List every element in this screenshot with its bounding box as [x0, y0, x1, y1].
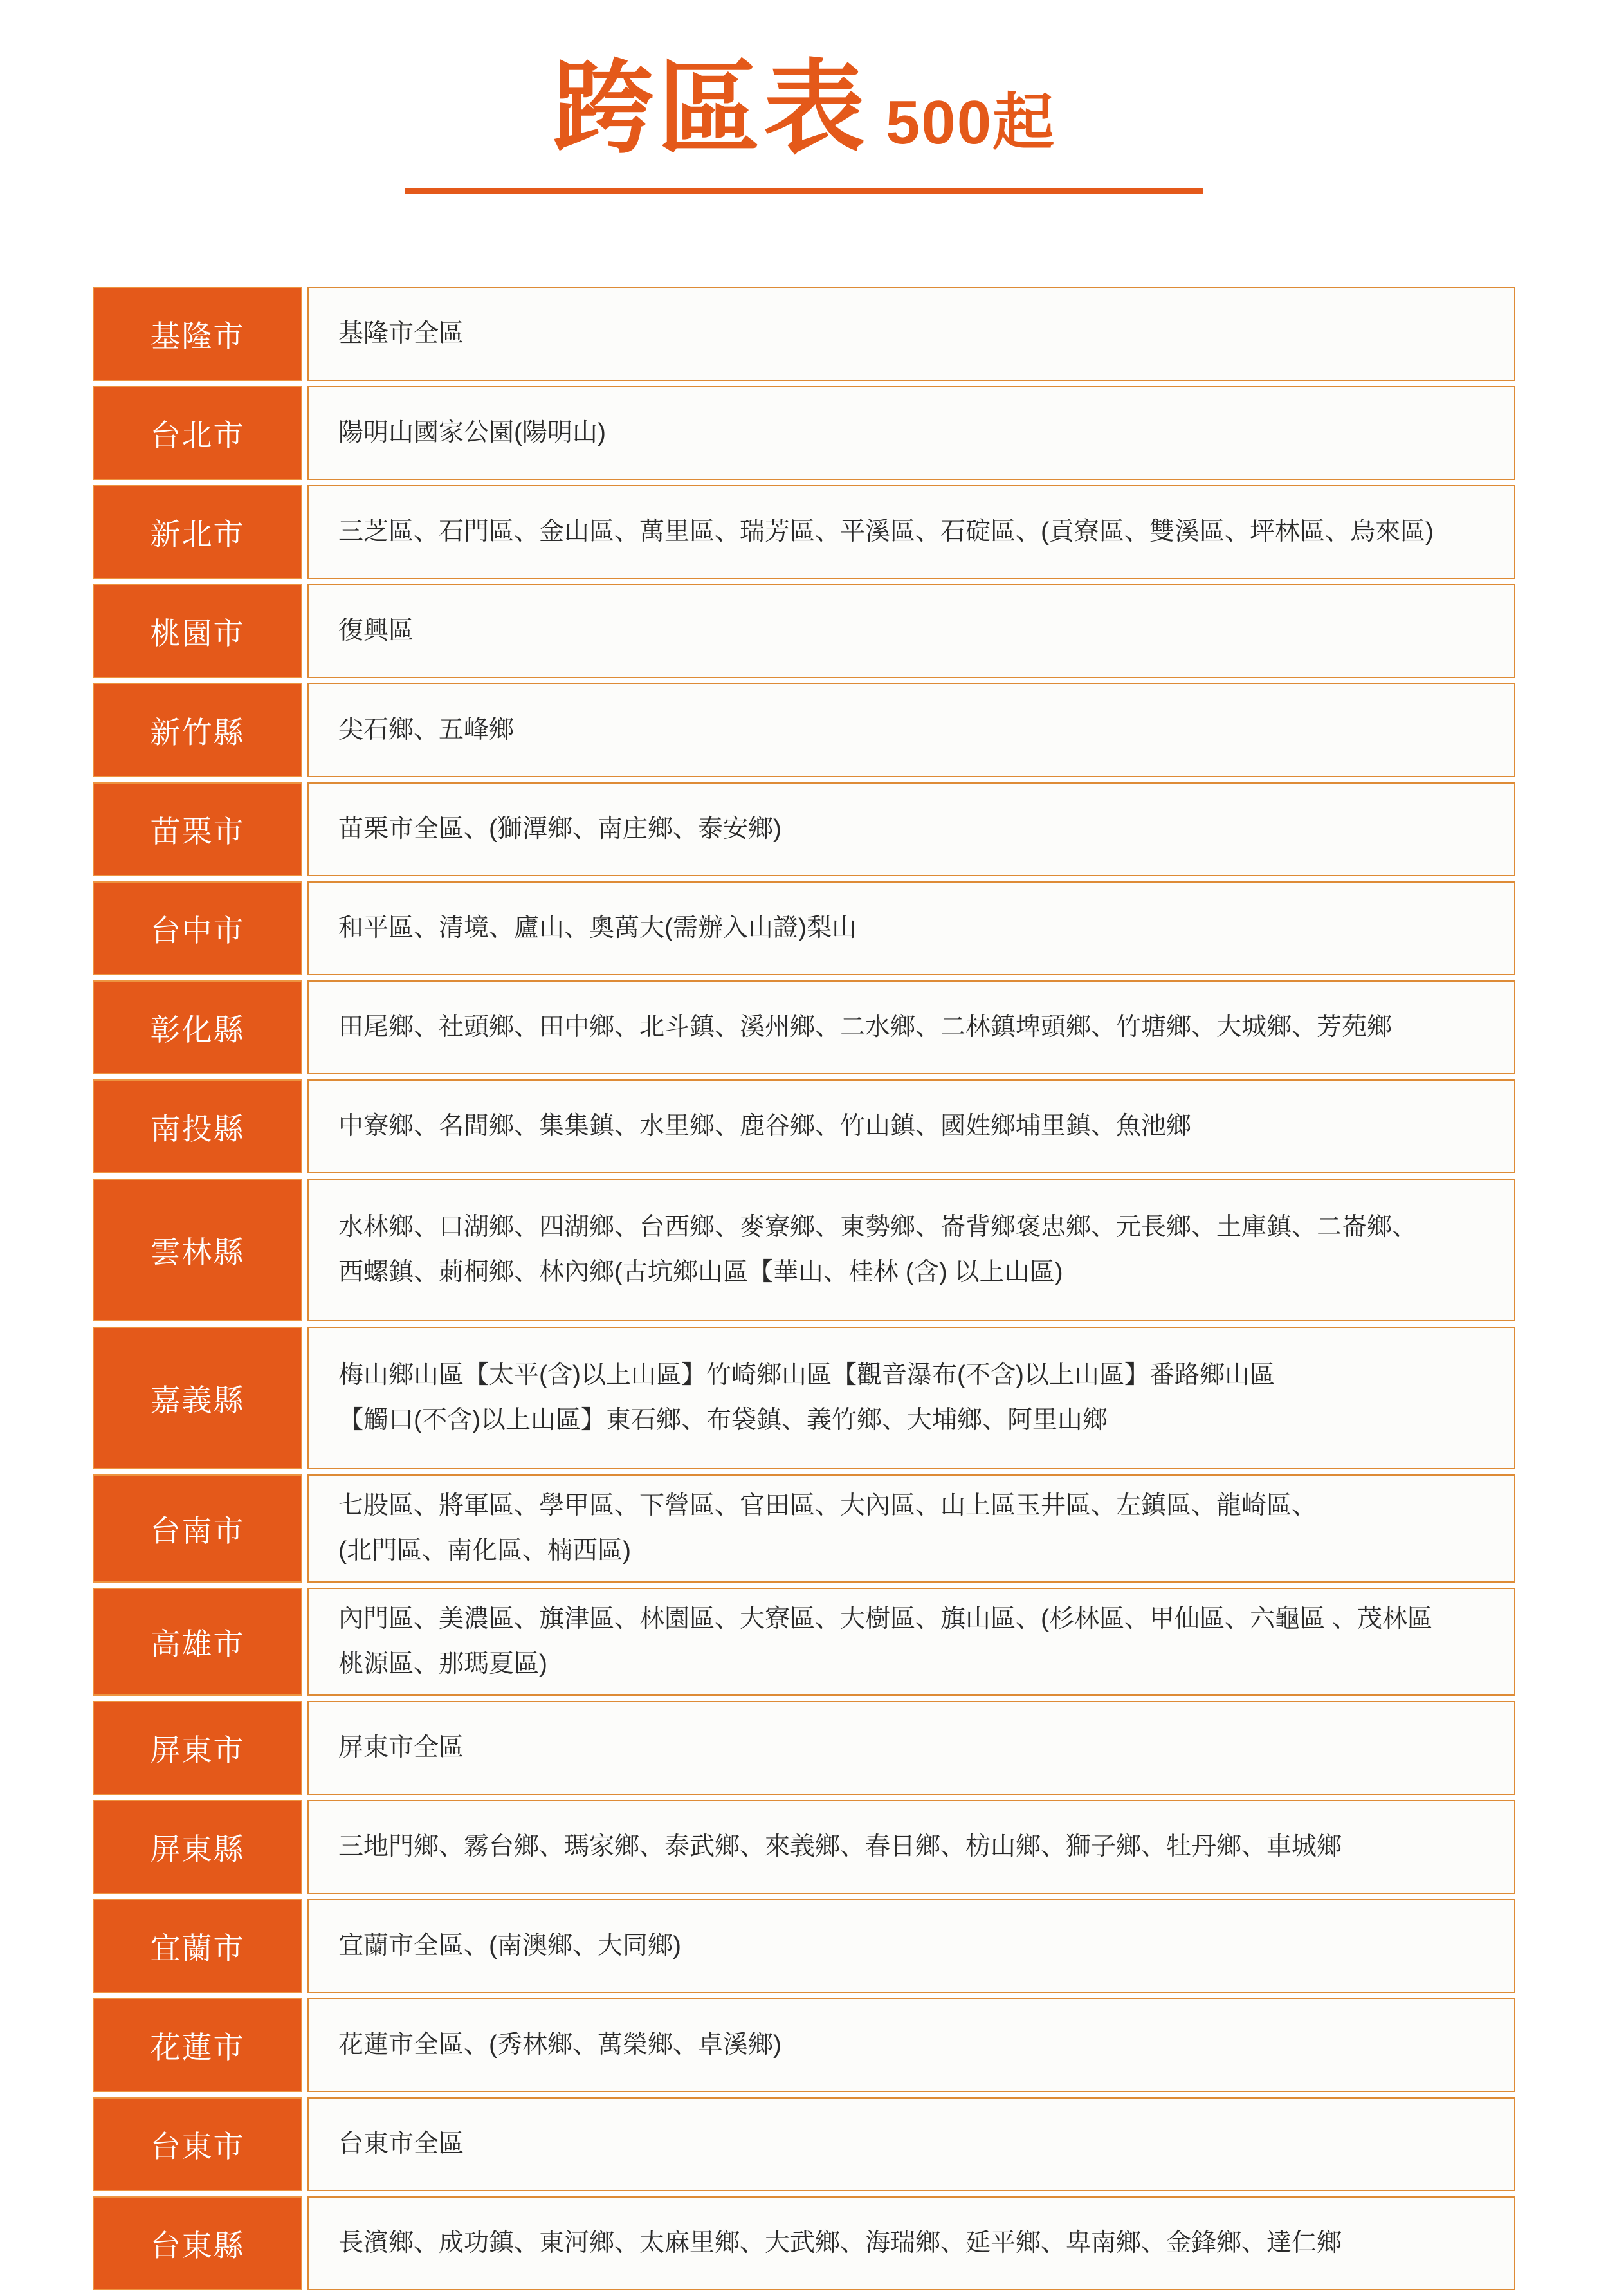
areas-cell [307, 782, 1515, 876]
areas-cell [307, 584, 1515, 678]
region-label: 屏東市 [93, 1701, 302, 1795]
areas-text: 梅山鄉山區【太平(含)以上山區】竹崎鄉山區【觀音瀑布(不含)以上山區】番路鄉山區 [338, 1361, 1275, 1389]
areas-text: 七股區、將軍區、學甲區、下營區、官田區、大內區、山上區玉井區、左鎮區、龍崎區、 [338, 1491, 1317, 1520]
table-row [93, 287, 1515, 381]
areas-cell [307, 485, 1515, 579]
areas-text: 內門區、美濃區、旗津區、林園區、大寮區、大樹區、旗山區、(杉林區、甲仙區、六龜區 、茂林區 [338, 1604, 1432, 1633]
areas-text: 宜蘭市全區、(南澳鄉、大同鄉) [338, 1931, 681, 1960]
region-label: 屏東縣 [93, 1800, 302, 1894]
areas-cell [307, 683, 1515, 777]
table-row [93, 1079, 1515, 1173]
region-table [93, 287, 1515, 2290]
table-row [93, 1474, 1515, 1583]
region-label: 嘉義縣 [93, 1327, 302, 1469]
table-row [93, 2196, 1515, 2290]
page-title: 跨區表 [552, 52, 869, 165]
areas-cell [307, 287, 1515, 381]
areas-text: 桃源區、那瑪夏區) [338, 1650, 547, 1678]
region-label: 新竹縣 [93, 683, 302, 777]
areas-text: 基隆市全區 [338, 319, 464, 347]
areas-cell [307, 386, 1515, 480]
region-label: 南投縣 [93, 1079, 302, 1173]
region-label: 台東市 [93, 2097, 302, 2191]
areas-cell [307, 1701, 1515, 1795]
areas-cell [307, 980, 1515, 1074]
areas-text: 中寮鄉、名間鄉、集集鎮、水里鄉、鹿谷鄉、竹山鎮、國姓鄉埔里鎮、魚池鄉 [338, 1112, 1192, 1140]
areas-cell [307, 1179, 1515, 1321]
areas-text: 復興區 [338, 616, 414, 645]
region-label: 高雄市 [93, 1588, 302, 1696]
areas-text: 花蓮市全區、(秀林鄉、萬榮鄉、卓溪鄉) [338, 2030, 781, 2059]
areas-text: 台東市全區 [338, 2129, 464, 2158]
region-label: 台南市 [93, 1474, 302, 1583]
table-row [93, 1701, 1515, 1795]
title-underline [405, 188, 1203, 194]
areas-text: (北門區、南化區、楠西區) [338, 1537, 631, 1565]
table-row [93, 1179, 1515, 1321]
areas-text: 田尾鄉、社頭鄉、田中鄉、北斗鎮、溪州鄉、二水鄉、二林鎮埤頭鄉、竹塘鄉、大城鄉、芳苑鄉 [338, 1013, 1393, 1041]
table-row [93, 1899, 1515, 1993]
areas-cell [307, 1588, 1515, 1696]
areas-text: 陽明山國家公園(陽明山) [338, 418, 606, 446]
areas-text: 尖石鄉、五峰鄉 [338, 715, 515, 744]
areas-cell [307, 2097, 1515, 2191]
areas-cell [307, 1998, 1515, 2092]
region-label: 台中市 [93, 881, 302, 975]
table-row [93, 2097, 1515, 2191]
areas-text: 和平區、清境、廬山、奧萬大(需辦入山證)梨山 [338, 914, 857, 942]
areas-cell [307, 2196, 1515, 2290]
table-row [93, 485, 1515, 579]
areas-text: 西螺鎮、莿桐鄉、林內鄉(古坑鄉山區【華山、桂林 (含) 以上山區) [338, 1258, 1063, 1286]
region-label: 基隆市 [93, 287, 302, 381]
region-label: 花蓮市 [93, 1998, 302, 2092]
areas-cell [307, 1327, 1515, 1469]
region-label: 桃園市 [93, 584, 302, 678]
table-row [93, 980, 1515, 1074]
table-row [93, 881, 1515, 975]
region-label: 台北市 [93, 386, 302, 480]
areas-text: 三地門鄉、霧台鄉、瑪家鄉、泰武鄉、來義鄉、春日鄉、枋山鄉、獅子鄉、牡丹鄉、車城鄉 [338, 1832, 1342, 1860]
areas-cell [307, 1079, 1515, 1173]
areas-text: 苗栗市全區、(獅潭鄉、南庄鄉、泰安鄉) [338, 814, 781, 843]
table-row [93, 683, 1515, 777]
areas-text: 三芝區、石門區、金山區、萬里區、瑞芳區、平溪區、石碇區、(貢寮區、雙溪區、坪林區、烏來區) [338, 517, 1434, 546]
region-label: 苗栗市 [93, 782, 302, 876]
region-label: 台東縣 [93, 2196, 302, 2290]
areas-text: 長濱鄉、成功鎮、東河鄉、太麻里鄉、大武鄉、海瑞鄉、延平鄉、卑南鄉、金鋒鄉、達仁鄉 [338, 2228, 1342, 2257]
region-label: 宜蘭市 [93, 1899, 302, 1993]
region-label: 彰化縣 [93, 980, 302, 1074]
page-subtitle: 500起 [885, 88, 1056, 157]
table-row [93, 1327, 1515, 1469]
areas-cell [307, 1899, 1515, 1993]
table-row [93, 1998, 1515, 2092]
table-row [93, 1800, 1515, 1894]
areas-text: 【觸口(不含)以上山區】東石鄉、布袋鎮、義竹鄉、大埔鄉、阿里山鄉 [338, 1406, 1108, 1434]
page-header [0, 0, 1608, 194]
region-label: 雲林縣 [93, 1179, 302, 1321]
areas-cell [307, 881, 1515, 975]
table-row [93, 1588, 1515, 1696]
table-row [93, 584, 1515, 678]
table-row [93, 782, 1515, 876]
areas-text: 屏東市全區 [338, 1733, 464, 1761]
areas-cell [307, 1800, 1515, 1894]
region-label: 新北市 [93, 485, 302, 579]
areas-cell [307, 1474, 1515, 1583]
table-row [93, 386, 1515, 480]
areas-text: 水林鄉、口湖鄉、四湖鄉、台西鄉、麥寮鄉、東勢鄉、崙背鄉褒忠鄉、元長鄉、土庫鎮、二崙鄉、 [338, 1213, 1418, 1241]
